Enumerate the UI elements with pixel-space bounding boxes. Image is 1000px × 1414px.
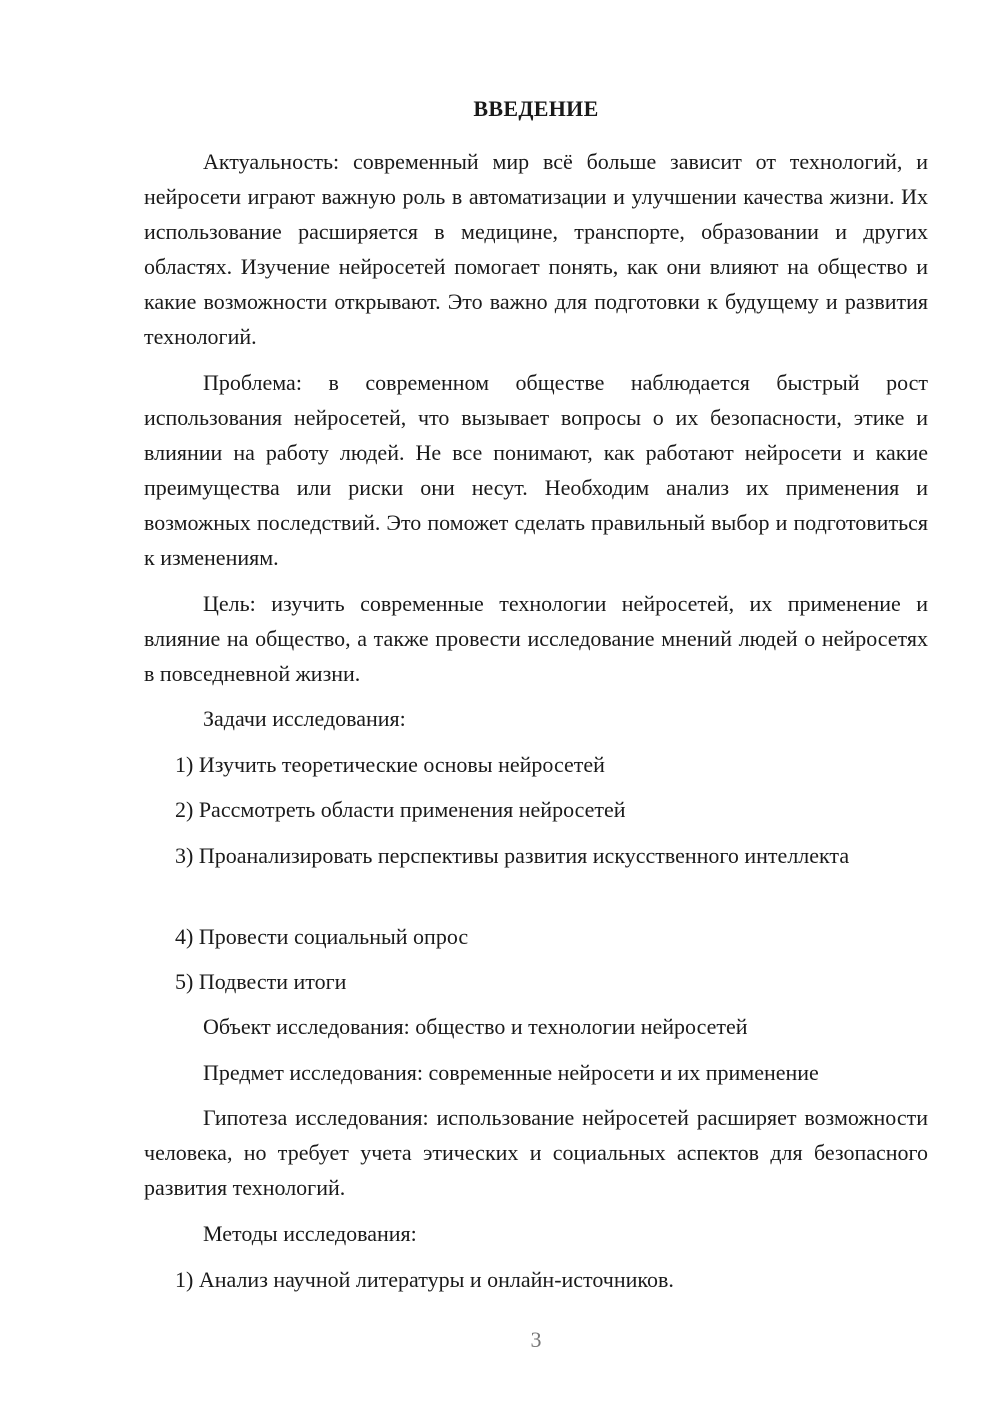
research-subject: Предмет исследования: современные нейросети и их применение (203, 1060, 819, 1085)
research-object: Объект исследования: общество и технологии нейросетей (203, 1014, 748, 1039)
problem-paragraph: Проблема: в современном обществе наблюдается быстрый рост использования нейросетей, что вызывает вопросы о их безопасности, этике и влиянии на работу людей. Не все понимают, как работают нейросети и какие преимущества или риски они несут. Необходим анализ их применения и возможных последствий. Это поможет сделать правильный выбор и подготовиться к изменениям. (144, 370, 928, 570)
page-number: 3 (530, 1327, 542, 1352)
task-item-3: 3) Проанализировать перспективы развития искусственного интеллекта (175, 843, 850, 868)
tasks-heading: Задачи исследования: (203, 706, 406, 731)
method-item-1: 1) Анализ научной литературы и онлайн-источников. (175, 1267, 674, 1292)
relevance-paragraph: Актуальность: современный мир всё больше зависит от технологий, и нейросети играют важную роль в автоматизации и улучшении качества жизни. Их использование расширяется в медицине, транспорте, образовании и других областях. Изучение нейросетей помогает понять, как они влияют на общество и какие возможности открывают. Это важно для подготовки к будущему и развития технологий. (144, 149, 928, 349)
page-title: ВВЕДЕНИЕ (473, 96, 599, 121)
task-item-2: 2) Рассмотреть области применения нейросетей (175, 797, 626, 822)
methods-heading: Методы исследования: (203, 1221, 417, 1246)
goal-paragraph: Цель: изучить современные технологии нейросетей, их применение и влияние на общество, а также провести исследование мнений людей о нейросетях в повседневной жизни. (144, 591, 928, 686)
task-item-5: 5) Подвести итоги (175, 969, 347, 994)
task-item-4: 4) Провести социальный опрос (175, 924, 469, 949)
task-item-1: 1) Изучить теоретические основы нейросетей (175, 752, 605, 777)
hypothesis-paragraph: Гипотеза исследования: использование нейросетей расширяет возможности человека, но требует учета этических и социальных аспектов для безопасного развития технологий. (144, 1105, 928, 1200)
